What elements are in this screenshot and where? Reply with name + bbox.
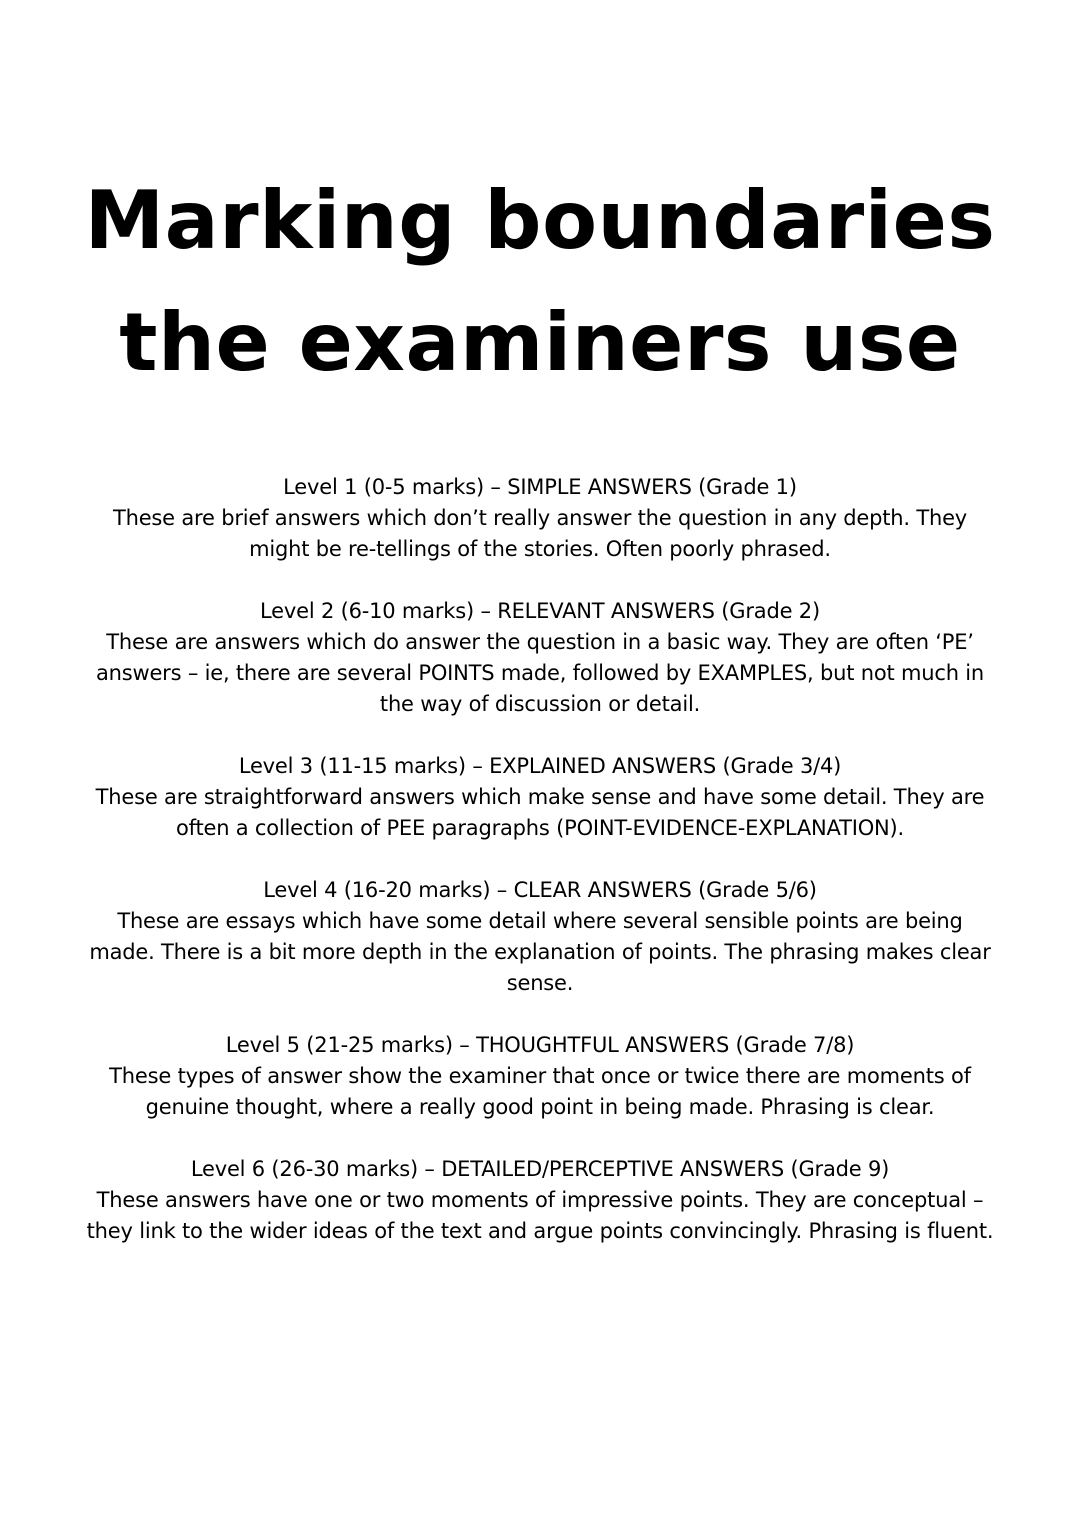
- level-1-line-1: These are brief answers which don’t really answer the question in any depth. They: [112, 506, 968, 530]
- level-5-line-1: These types of answer show the examiner that once or twice there are moments of: [109, 1064, 971, 1088]
- level-4-block: [60, 875, 1020, 999]
- level-6-block: [60, 1154, 1020, 1247]
- level-3-line-2: often a collection of PEE paragraphs (POINT-EVIDENCE-EXPLANATION).: [175, 816, 905, 840]
- level-6-heading: Level 6 (26-30 marks) – DETAILED/PERCEPTIVE ANSWERS (Grade 9): [190, 1157, 890, 1181]
- level-5-heading: Level 5 (21-25 marks) – THOUGHTFUL ANSWERS (Grade 7/8): [225, 1033, 855, 1057]
- level-3-block: [60, 751, 1020, 844]
- level-3-line-1: These are straightforward answers which make sense and have some detail. They are: [95, 785, 985, 809]
- level-2-line-3: the way of discussion or detail.: [379, 692, 701, 716]
- page-title: [0, 160, 1080, 404]
- marking-levels-list: [60, 472, 1020, 1278]
- title-line-2: the examiners use: [119, 296, 961, 389]
- level-2-line-1: These are answers which do answer the question in a basic way. They are often ‘PE’: [106, 630, 974, 654]
- level-2-line-2: answers – ie, there are several POINTS made, followed by EXAMPLES, but not much in: [95, 661, 985, 685]
- level-1-block: [60, 472, 1020, 565]
- level-5-line-2: genuine thought, where a really good point in being made. Phrasing is clear.: [145, 1095, 935, 1119]
- level-4-line-3: sense.: [506, 971, 574, 995]
- level-4-line-1: These are essays which have some detail where several sensible points are being: [117, 909, 963, 933]
- level-1-heading: Level 1 (0-5 marks) – SIMPLE ANSWERS (Grade 1): [283, 475, 797, 499]
- level-5-block: [60, 1030, 1020, 1123]
- level-6-line-1: These answers have one or two moments of impressive points. They are conceptual –: [96, 1188, 984, 1212]
- level-3-heading: Level 3 (11-15 marks) – EXPLAINED ANSWERS (Grade 3/4): [238, 754, 842, 778]
- level-2-block: [60, 596, 1020, 720]
- level-2-heading: Level 2 (6-10 marks) – RELEVANT ANSWERS (Grade 2): [260, 599, 820, 623]
- level-1-line-2: might be re-tellings of the stories. Often poorly phrased.: [249, 537, 831, 561]
- level-6-line-2: they link to the wider ideas of the text and argue points convincingly. Phrasing is fluent.: [86, 1219, 994, 1243]
- level-4-heading: Level 4 (16-20 marks) – CLEAR ANSWERS (Grade 5/6): [263, 878, 817, 902]
- level-4-line-2: made. There is a bit more depth in the explanation of points. The phrasing makes clear: [89, 940, 991, 964]
- title-line-1: Marking boundaries: [84, 174, 996, 267]
